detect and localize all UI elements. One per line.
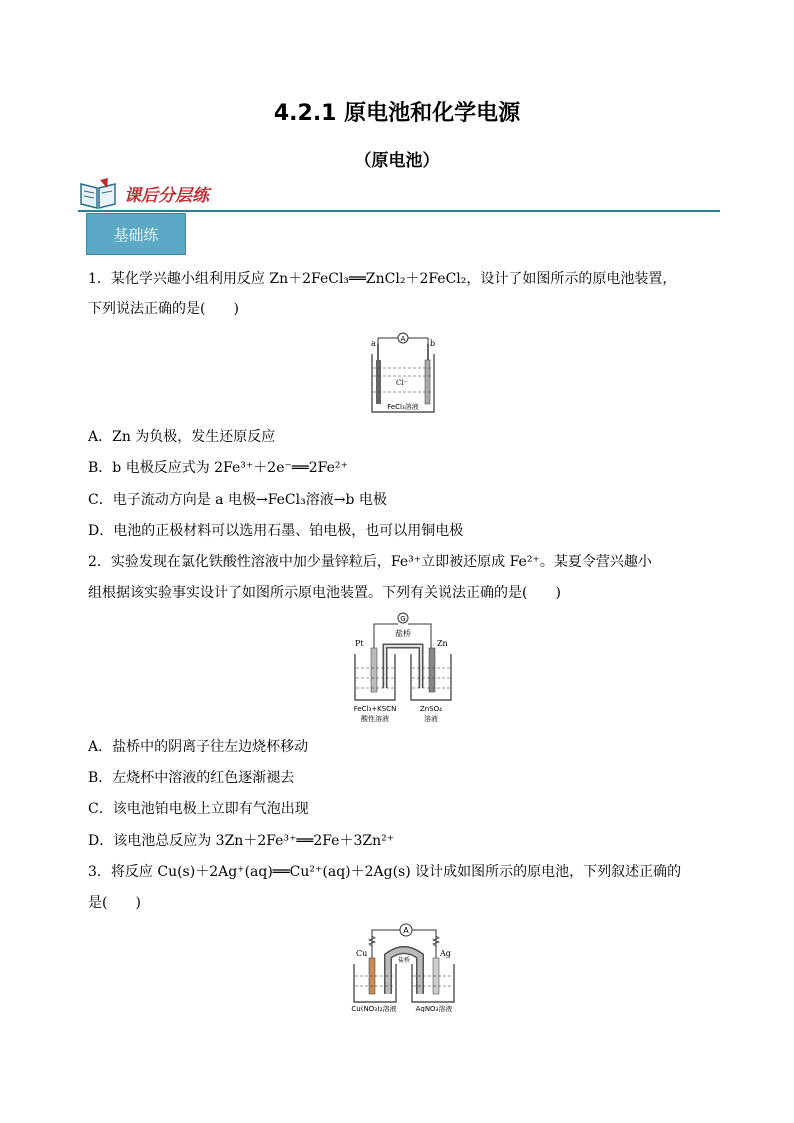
q1-meter-label: A	[400, 335, 406, 343]
q2-left-solution-label-2: 酸性溶液	[361, 715, 389, 723]
q2-stem-line1: 2．实验发现在氯化铁酸性溶液中加少量锌粒后，Fe³⁺立即被还原成 Fe²⁺。某夏令营兴趣小	[88, 554, 652, 570]
q2-option-c[interactable]: C．该电池铂电极上立即有气泡出现	[88, 801, 309, 817]
q1-electrode-b: b	[430, 339, 436, 348]
section-label: 课后分层练	[124, 186, 209, 206]
q3-left-solution-label: Cu(NO₃)₂溶液	[351, 1005, 397, 1012]
q2-right-solution-label-2: 溶液	[424, 715, 438, 723]
q1-electrode-a: a	[371, 339, 376, 348]
document-title: 4.2.1 原电池和化学电源	[273, 101, 521, 126]
q3-bridge-label: 盐桥	[397, 957, 411, 964]
q3-figure	[344, 920, 464, 1012]
q1-option-a[interactable]: A．Zn 为负极，发生还原反应	[88, 429, 276, 445]
document-subtitle: （原电池）	[354, 151, 440, 171]
q2-right-solution-label-1: ZnSO₄	[420, 705, 442, 713]
q2-option-d[interactable]: D．该电池总反应为 3Zn＋2Fe³⁺══2Fe＋3Zn²⁺	[88, 833, 395, 849]
q1-ion-label: Cl⁻	[396, 379, 408, 387]
q1-option-c[interactable]: C．电子流动方向是 a 电极→FeCl₃溶液→b 电极	[88, 492, 387, 508]
q3-right-solution-label: AgNO₃溶液	[415, 1005, 453, 1012]
q2-right-electrode-label: Zn	[437, 639, 448, 648]
q1-option-d[interactable]: D．电池的正极材料可以选用石墨、铂电极，也可以用铜电极	[88, 523, 464, 539]
book-icon	[78, 176, 118, 210]
q1-figure	[368, 330, 438, 416]
q2-left-electrode-label: Pt	[355, 639, 364, 648]
q1-option-b[interactable]: B．b 电极反应式为 2Fe³⁺＋2e⁻══2Fe²⁺	[88, 460, 348, 476]
q3-stem-line1: 3．将反应 Cu(s)＋2Ag⁺(aq)══Cu²⁺(aq)＋2Ag(s) 设计成如图所示的原电池，下列叙述正确的	[88, 864, 682, 880]
section-divider	[78, 210, 720, 212]
q3-stem-line2: 是( )	[88, 895, 141, 911]
q3-left-electrode-label: Cu	[356, 949, 368, 958]
q3-meter-label: A	[403, 926, 409, 935]
q3-right-electrode-label: Ag	[440, 949, 451, 958]
q2-left-solution-label-1: FeCl₃+KSCN	[353, 705, 397, 713]
q2-figure	[345, 610, 465, 728]
q1-stem-line2: 下列说法正确的是( )	[88, 301, 239, 317]
q1-stem-line1: 1．某化学兴趣小组利用反应 Zn＋2FeCl₃══ZnCl₂＋2FeCl₂，设计了如图所示的原电池装置，	[88, 271, 677, 287]
q2-meter-label: G	[400, 615, 406, 623]
q1-solution-label: FeCl₃溶液	[387, 403, 419, 411]
tab-basic-practice[interactable]: 基础练	[86, 213, 186, 255]
q2-bridge-label: 盐桥	[395, 629, 411, 638]
section-header	[78, 176, 720, 212]
q2-option-a[interactable]: A．盐桥中的阴离子往左边烧杯移动	[88, 739, 309, 755]
q2-stem-line2: 组根据该实验事实设计了如图所示原电池装置。下列有关说法正确的是( )	[88, 585, 561, 601]
q2-option-b[interactable]: B．左烧杯中溶液的红色逐渐褪去	[88, 770, 295, 786]
